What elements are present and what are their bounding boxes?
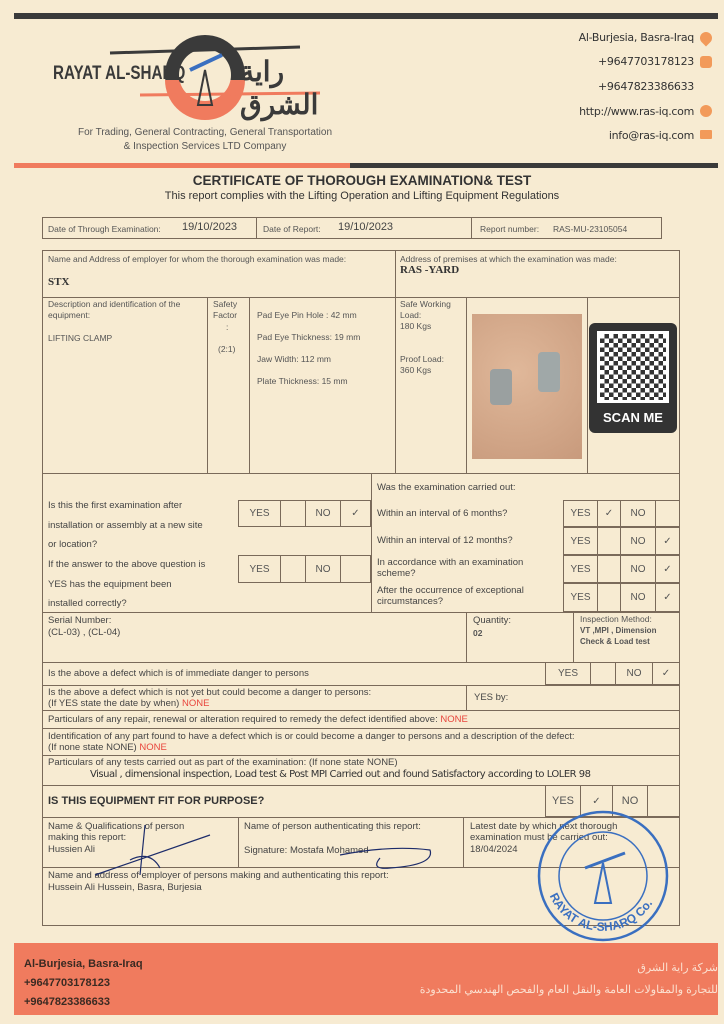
maker-value: Hussien Ali [48, 844, 95, 855]
tagline-line: & Inspection Services LTD Company [123, 141, 287, 152]
divider [42, 728, 680, 729]
tests-value: Visual , dimensional inspection, Load test & Post MPI Carried out and found Satisfactory according to LOLER 98 [90, 769, 591, 780]
qr-label: SCAN ME [603, 410, 663, 425]
question-line: installation or assembly at a new site [48, 519, 203, 531]
qr-code-pattern [597, 331, 669, 403]
tagline [40, 126, 370, 154]
carried-out-yes[interactable]: YES [563, 583, 598, 612]
identification-question-2 [48, 742, 167, 753]
swl-label: Safe Working Load: [400, 299, 451, 320]
divider [395, 250, 396, 298]
repair-label: Particulars of any repair, renewal or alteration required to remedy the defect identified above: [48, 714, 438, 725]
logo-text-en: RAYAT AL-SHARQ [53, 63, 186, 84]
identification-value: NONE [139, 742, 167, 753]
carried-out-yes-box[interactable] [597, 527, 621, 555]
stamp-text: RAYAT AL-SHARQ Co. [546, 890, 656, 935]
carried-out-yes[interactable]: YES [563, 527, 598, 555]
employer-label: Name and Address of employer for whom the thorough examination was made: [48, 254, 347, 264]
divider [42, 755, 680, 756]
fit-yes-check[interactable]: ✓ [580, 785, 613, 817]
immediate-yes-box[interactable] [590, 662, 616, 685]
divider [207, 297, 250, 473]
mail-icon [700, 130, 712, 139]
yes-by-label: YES by: [474, 692, 509, 703]
footer-address: Al-Burjesia, Basra-Iraq [24, 958, 143, 970]
employer2-label: Name and address of employer of persons making and authenticating this report: [48, 870, 389, 881]
method-label: Inspection Method: [580, 614, 652, 624]
future-value: NONE [181, 698, 210, 709]
safety-factor-value: (2:1) [218, 344, 236, 354]
page-subtitle: This report complies with the Lifting Operation and Lifting Equipment Regulations [164, 190, 560, 202]
divider [42, 473, 680, 474]
footer-contacts [24, 955, 143, 1012]
carried-out-no[interactable]: NO [620, 555, 656, 583]
divider [42, 297, 680, 298]
footer-arabic-tagline: للتجارة والمقاولات العامة والنقل العام والفحص الهندسي المحدودة [419, 984, 718, 996]
exam-date-value: 19/10/2023 [182, 221, 238, 233]
globe-icon [700, 105, 712, 117]
divider [42, 685, 680, 686]
equipment-label: Description and identification of the equipment: [48, 299, 181, 320]
footer-phone-2: +9647823386633 [24, 996, 110, 1008]
question-line: If the answer to the above question is [48, 559, 206, 570]
question-line: installed correctly? [48, 598, 127, 609]
serial-value: (CL-03) , (CL-04) [48, 627, 121, 638]
immediate-no[interactable]: NO [615, 662, 653, 685]
footer-phone-1: +9647703178123 [24, 977, 110, 989]
report-number-label: Report number: [480, 224, 540, 234]
safety-factor-label: Safety Factor [213, 299, 238, 320]
installed-no[interactable]: NO [305, 555, 341, 583]
premises-value: RAS -YARD [400, 264, 460, 276]
question-line: Is this the first examination after [48, 500, 183, 511]
footer-arabic-name: شركة راية الشرق [637, 962, 718, 974]
qr-code[interactable] [589, 323, 677, 433]
contact-phone-1: +9647703178123 [598, 55, 694, 68]
spec: Plate Thickness: 15 mm [257, 376, 348, 386]
carried-out-question: After the occurrence of exceptional circumstances? [377, 585, 524, 607]
fit-question: IS THIS EQUIPMENT FIT FOR PURPOSE? [48, 795, 265, 807]
carried-out-question: In accordance with an examination scheme? [377, 557, 524, 579]
exam-date-label: Date of Through Examination: [48, 224, 161, 234]
top-bar [14, 13, 718, 19]
first-exam-no-check[interactable]: ✓ [340, 500, 371, 527]
identification-question: Identification of any part found to have a defect which is or could become a danger to persons and a description of the defect: [48, 731, 575, 742]
logo [50, 25, 350, 120]
carried-out-yes[interactable]: YES [563, 500, 598, 527]
contact-email[interactable]: info@ras-iq.com [608, 129, 694, 142]
carried-out-no-box[interactable]: ✓ [655, 555, 680, 583]
carried-out-yes-box[interactable] [597, 555, 621, 583]
carried-out-no[interactable]: NO [620, 500, 656, 527]
carried-out-label: Was the examination carried out: [377, 482, 516, 493]
equipment-value: LIFTING CLAMP [48, 333, 113, 343]
location-pin-icon [698, 30, 715, 47]
carried-out-yes-box[interactable]: ✓ [597, 500, 621, 527]
label-line: Latest date by which next thorough [470, 821, 618, 832]
spec: Pad Eye Pin Hole : 42 mm [257, 310, 357, 320]
contact-phone-2: +9647823386633 [598, 80, 694, 93]
repair-value: NONE [440, 714, 468, 725]
clamp-image [490, 369, 512, 405]
question-line: YES has the equipment been [48, 578, 172, 590]
report-number-value: RAS-MU-23105054 [553, 224, 628, 234]
carried-out-yes-box[interactable] [597, 583, 621, 612]
employer2-value: Hussein Ali Hussein, Basra, Burjesia [48, 882, 202, 893]
spec: Pad Eye Thickness: 19 mm [257, 332, 361, 342]
carried-out-no[interactable]: NO [620, 527, 656, 555]
contact-website[interactable]: http://www.ras-iq.com [579, 105, 694, 118]
spec: Jaw Width: 112 mm [257, 354, 332, 364]
carried-out-question: Within an interval of 6 months? [377, 508, 508, 519]
quantity-value: 02 [473, 628, 483, 638]
installed-no-box[interactable] [340, 555, 371, 583]
fit-yes[interactable]: YES [545, 785, 581, 817]
contact-address: Al-Burjesia, Basra-Iraq [578, 31, 694, 44]
divider [371, 473, 372, 612]
carried-out-no[interactable]: NO [620, 583, 656, 612]
premises-label: Address of premises at which the examination was made: [400, 254, 617, 264]
installed-yes-box[interactable] [280, 555, 306, 583]
immediate-no-check[interactable]: ✓ [652, 662, 680, 685]
next-exam-value: 18/04/2024 [470, 844, 518, 855]
report-date-label: Date of Report: [263, 224, 321, 234]
footer [14, 943, 718, 1015]
divider-dark [350, 163, 718, 168]
phone-icon [700, 56, 712, 68]
first-exam-yes-box[interactable] [280, 500, 306, 527]
divider [42, 710, 680, 711]
employer-value: STX [48, 276, 70, 288]
safety-colon: : [226, 322, 229, 332]
identification-note: (If none state NONE) [48, 742, 137, 753]
question-line: or location? [48, 539, 98, 550]
installed-question [48, 555, 205, 614]
auth-value: Signature: Mostafa Mohamed [244, 845, 369, 856]
proof-load-value: 360 Kgs [400, 365, 432, 375]
logo-text-ar: راية الشرق [240, 56, 319, 120]
future-note: (If YES state the date by when) [48, 698, 180, 709]
tests-question: Particulars of any tests carried out as part of the examination: (If none state NONE) [48, 757, 398, 768]
first-exam-yes[interactable]: YES [238, 500, 281, 527]
clamp-image [538, 352, 560, 392]
tagline-line: For Trading, General Contracting, General Transportation [77, 127, 333, 138]
proof-load-label: Proof Load: [400, 354, 444, 364]
swl-value: 180 Kgs [400, 321, 432, 331]
quantity-label: Quantity: [473, 615, 512, 626]
auth-label: Name of person authenticating this report: [244, 821, 421, 832]
label-line: Name & Qualifications of person [48, 821, 185, 832]
carried-out-question: Within an interval of 12 months? [377, 535, 513, 546]
company-stamp [535, 808, 671, 944]
future-question-2 [48, 698, 209, 709]
carried-out-no-box[interactable]: ✓ [655, 527, 680, 555]
carried-out-no-box[interactable]: ✓ [655, 583, 680, 612]
signature-marks [90, 820, 450, 880]
label-line: making this report: [48, 832, 127, 843]
serial-label: Serial Number: [48, 615, 112, 626]
divider [466, 685, 467, 710]
method-value: VT ,MPI , Dimension Check & Load test [580, 626, 657, 646]
repair-question [48, 714, 468, 725]
equipment-photo [472, 314, 582, 459]
report-date-value: 19/10/2023 [338, 221, 394, 233]
page-title: CERTIFICATE OF THOROUGH EXAMINATION& TEST [192, 173, 532, 188]
first-exam-no[interactable]: NO [305, 500, 341, 527]
immediate-question: Is the above a defect which is of immediate danger to persons [48, 668, 309, 679]
carried-out-yes[interactable]: YES [563, 555, 598, 583]
fit-no[interactable]: NO [612, 785, 648, 817]
installed-yes[interactable]: YES [238, 555, 281, 583]
immediate-yes[interactable]: YES [545, 662, 591, 685]
carried-out-no-box[interactable] [655, 500, 680, 527]
divider [587, 297, 588, 473]
label-line: examination must be carried out: [470, 832, 608, 843]
first-exam-question [48, 496, 203, 555]
divider-accent [14, 163, 350, 168]
future-question: Is the above a defect which is not yet but could become a danger to persons: [48, 687, 372, 698]
